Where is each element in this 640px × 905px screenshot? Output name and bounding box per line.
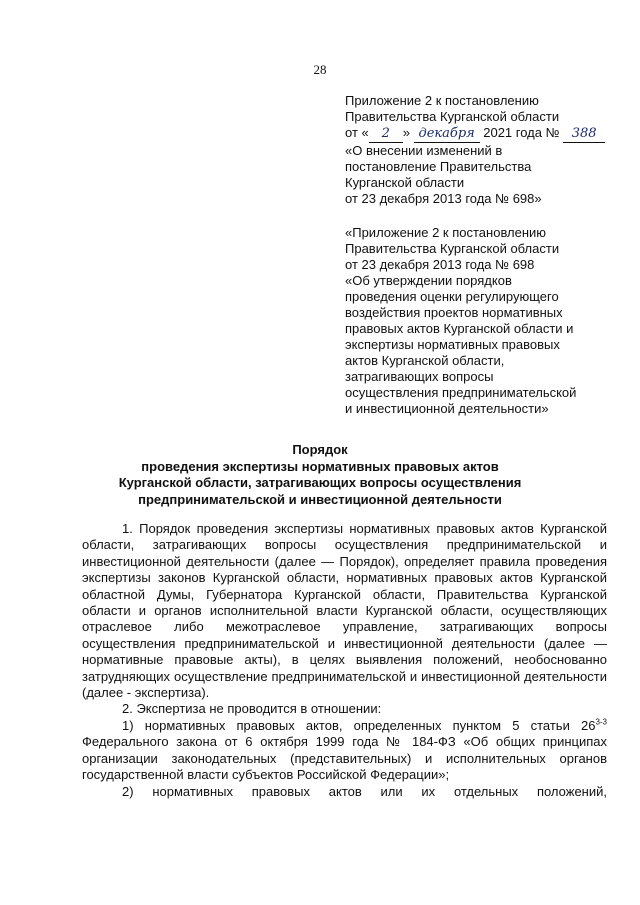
paragraph-3-text-cont: Федерального закона от 6 октября 1999 года № 184-ФЗ «Об общих принципах организации законодательных (представительных) и исполнительных органов государственной власти субъектов Российской Федерации»;	[82, 734, 607, 783]
quoted-line: затрагивающих вопросы	[345, 369, 494, 384]
title-line: Курганской области, затрагивающих вопросы осуществления	[118, 475, 522, 490]
appendix-line: Правительства Курганской области	[345, 109, 560, 124]
handwritten-day: 2	[369, 126, 403, 143]
date-year: 2021 года №	[483, 125, 560, 140]
appendix-date-line	[345, 125, 615, 143]
quoted-line: правовых актов Курганской области и	[345, 321, 574, 336]
paragraph-2: 2. Экспертиза не проводится в отношении:	[122, 701, 382, 717]
title-line: проведения экспертизы нормативных правовых актов	[141, 458, 499, 474]
quoted-line: и инвестиционной деятельности»	[345, 401, 549, 416]
quoted-line: осуществления предпринимательской	[345, 385, 577, 400]
title-line: предпринимательской и инвестиционной деятельности	[138, 491, 502, 507]
quoted-line: Правительства Курганской области	[345, 241, 560, 256]
date-prefix: от «	[345, 125, 369, 140]
quoted-line: воздействия проектов нормативных	[345, 305, 563, 320]
date-mid: »	[402, 125, 410, 140]
paragraph-1: 1. Порядок проведения экспертизы нормативных правовых актов Курганской области, затрагивающих вопросы осуществления предпринимательской и инвестиционной деятельности (далее — Порядок), определяет правила проведения экспертизы законов Курганской области, нормативных правовых актов Курганской областной Думы, Губернатора Курганской области, Правительства Курганской области и органов исполнительной власти Курганской области, осуществляющих отраслевое либо межотраслевое управление, затрагивающих вопросы осуществления предпринимательской и инвестиционной деятельности (далее — нормативные правовые акты), в целях выявления положений, необоснованно затрудняющих осуществление предпринимательской и инвестиционной деятельности (далее - экспертиза).	[82, 521, 607, 701]
title-line: Порядок	[292, 442, 348, 457]
paragraph-3	[82, 718, 607, 784]
document-title	[110, 442, 530, 508]
paragraph-3-text: 1) нормативных правовых актов, определенных пунктом 5 статьи 26	[122, 717, 596, 733]
paragraph-4: 2) нормативных правовых актов или их отдельных положений,	[122, 783, 607, 799]
quoted-line: проведения оценки регулирующего	[345, 289, 559, 304]
appendix-line: постановление Правительства	[345, 159, 532, 174]
quoted-line: экспертизы нормативных правовых	[345, 337, 560, 352]
appendix-line: Приложение 2 к постановлению	[345, 93, 539, 108]
article-superscript: 3-3	[595, 717, 607, 727]
quoted-line: актов Курганской области,	[345, 353, 505, 368]
handwritten-month: декабря	[414, 126, 480, 143]
page-number: 28	[313, 62, 327, 77]
appendix-line: «О внесении изменений в	[345, 143, 503, 158]
document-body	[82, 521, 607, 800]
appendix-header	[345, 93, 615, 417]
handwritten-number: 388	[563, 126, 605, 143]
quoted-line: «Приложение 2 к постановлению	[345, 225, 547, 240]
quoted-line: от 23 декабря 2013 года № 698	[345, 257, 535, 272]
appendix-line: Курганской области	[345, 175, 465, 190]
appendix-line: от 23 декабря 2013 года № 698»	[345, 191, 542, 206]
quoted-line: «Об утверждении порядков	[345, 273, 512, 288]
